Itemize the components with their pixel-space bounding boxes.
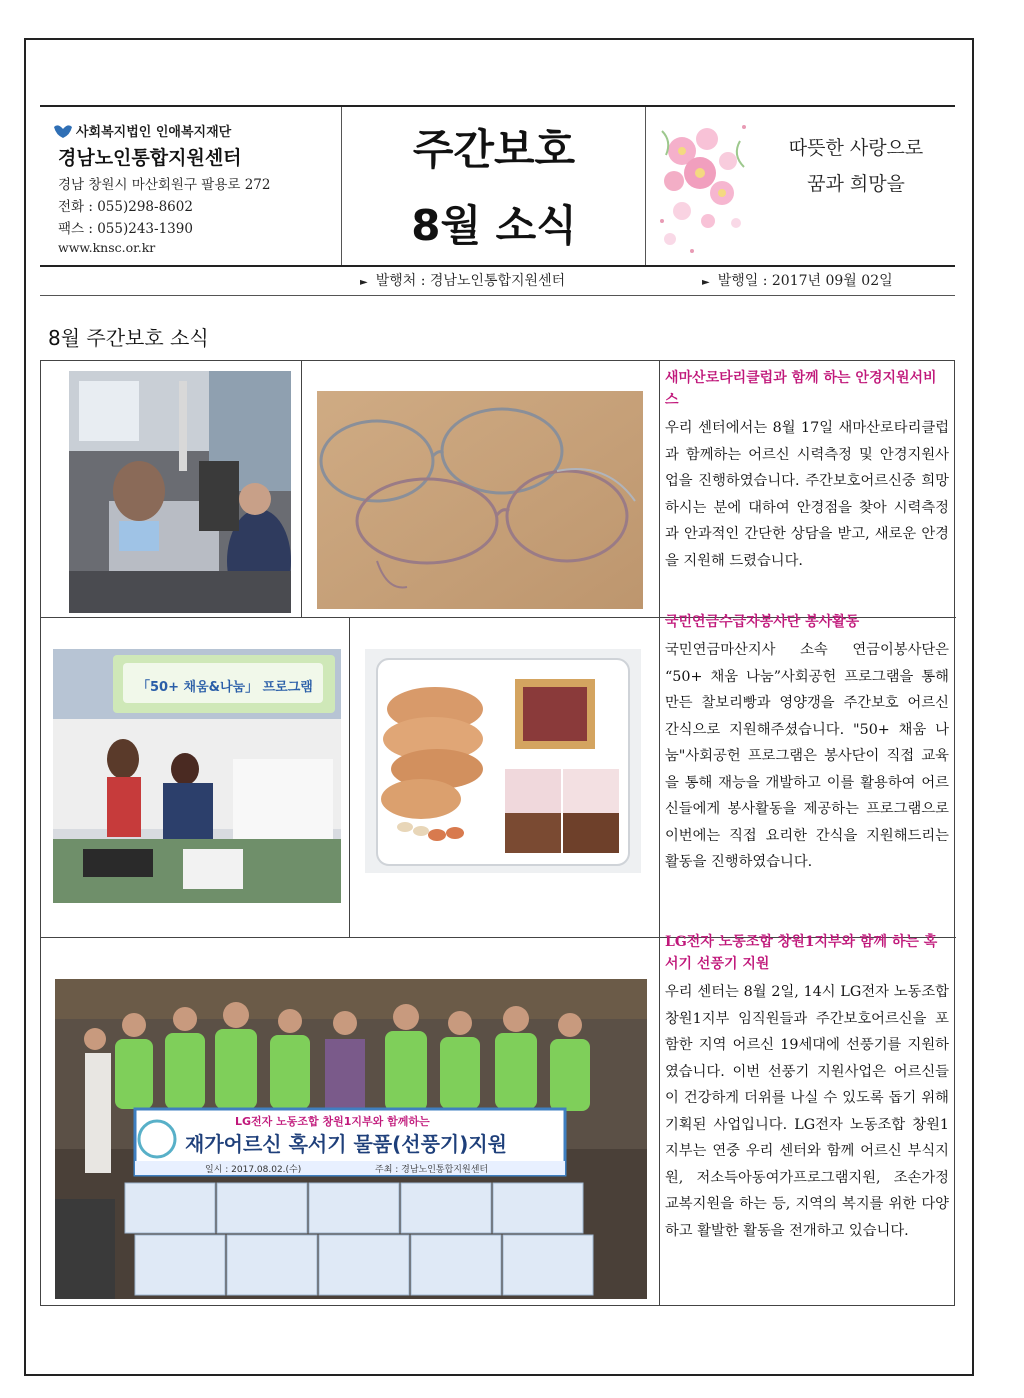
article-1	[659, 367, 955, 574]
publisher-info	[360, 270, 565, 290]
slogan-cell	[646, 107, 955, 265]
snack-tray-photo	[365, 649, 641, 873]
center-phone: 전화 : 055)298-8602	[58, 199, 193, 215]
banner-sub-text: LG전자 노동조합 창원1지부와 함께하는	[235, 1115, 430, 1128]
publish-date-text: 발행일 : 2017년 09월 02일	[717, 273, 893, 289]
title-cell	[342, 107, 646, 265]
article-2	[659, 611, 955, 876]
center-name: 경남노인통합지원센터	[58, 147, 242, 169]
newsletter-subtitle: 8월 소식	[411, 201, 577, 250]
banner-date-text: 일시 : 2017.08.02.(수)	[205, 1165, 302, 1175]
fan-donation-group-photo	[55, 979, 647, 1299]
news-grid	[40, 360, 955, 1306]
newsletter-header	[40, 105, 955, 267]
publisher-text: 발행처 : 경남노인통합지원센터	[375, 273, 566, 289]
center-website[interactable]: www.knsc.or.kr	[58, 240, 156, 255]
org-info-cell	[40, 107, 342, 265]
publish-date-info	[702, 270, 893, 290]
center-fax: 팩스 : 055)243-1390	[58, 221, 193, 237]
article-2-body: 국민연금마산지사 소속 연금이봉사단은 “50+ 채움 나눔”사회공헌 프로그램을 통해 만든 찰보리빵과 영양갱을 주간보호 어르신 간식으로 지원해주셨습니다. "50+ 채움 나눔"사회공헌 프로그램은 봉사단이 직접 교육을 통해 재능을 개발하고 이를 활용하여 어르신들에게 봉사활동을 제공하는 프로그램으로 이번에는 직접 요리한 간식을 지원해드리는 활동을 진행하였습니다.	[665, 642, 949, 870]
center-address: 경남 창원시 마산회원구 팔용로 272	[58, 177, 271, 193]
article-2-title: 국민연금수급자봉사단 봉사활동	[665, 614, 860, 630]
article-3-title: LG전자 노동조합 창원1지부와 함께 하는 혹서기 선풍기 지원	[665, 934, 938, 972]
eye-exam-photo	[69, 371, 291, 613]
header-divider	[40, 295, 955, 296]
banner-main-text: 재가어르신 혹서기 물품(선풍기)지원	[185, 1132, 508, 1156]
foundation-logo-icon	[52, 123, 74, 139]
article-3-body: 우리 센터는 8월 2일, 14시 LG전자 노동조합 창원1지부 임직원들과 주간보호어르신을 포함한 지역 어르신 19세대에 선풍기를 지원하였습니다. 이번 선풍기 지원사업은 어르신들이 건강하게 더위를 나실 수 있도록 돕기 위해 기획된 사업입니다. LG전자 노동조합 창원1지부는 연중 우리 센터와 함께 어르신 부식지원, 저소득아동여가프로그램지원, 조손가정 교복지원을 하는 등, 지역의 복지를 위한 다양하고 활발한 활동을 전개하고 있습니다.	[665, 984, 949, 1239]
flower-decoration-icon	[652, 111, 756, 261]
arrow-right-icon: ►	[702, 277, 710, 288]
photo-divider	[301, 361, 302, 617]
arrow-right-icon: ►	[360, 277, 368, 288]
foundation-name: 사회복지법인 인애복지재단	[76, 125, 232, 140]
volunteer-cooking-photo	[53, 649, 341, 903]
glasses-photo	[317, 391, 643, 609]
newsletter-title: 주간보호	[412, 125, 576, 174]
slogan-line-1: 따뜻한 사랑으로	[788, 137, 924, 159]
article-3	[659, 931, 955, 1244]
foundation-line	[52, 121, 231, 140]
article-1-body: 우리 센터에서는 8월 17일 새마산로타리클럽과 함께하는 어르신 시력측정 및 안경지원사업을 진행하였습니다. 주간보호어르신중 희망하시는 분에 대하여 안경점을 찾아 시력측정과 안과적인 간단한 상담을 받고, 새로운 안경을 지원해 드렸습니다.	[665, 420, 949, 569]
banner-host-text: 주최 : 경남노인통합지원센터	[375, 1165, 489, 1175]
photo-divider	[349, 617, 350, 937]
section-title: 8월 주간보호 소식	[48, 326, 209, 350]
program-banner-text: 「50+ 채움&나눔」 프로그램	[137, 680, 313, 695]
slogan-line-2: 꿈과 희망을	[807, 173, 905, 195]
article-1-title: 새마산로타리클럽과 함께 하는 안경지원서비스	[665, 370, 937, 408]
